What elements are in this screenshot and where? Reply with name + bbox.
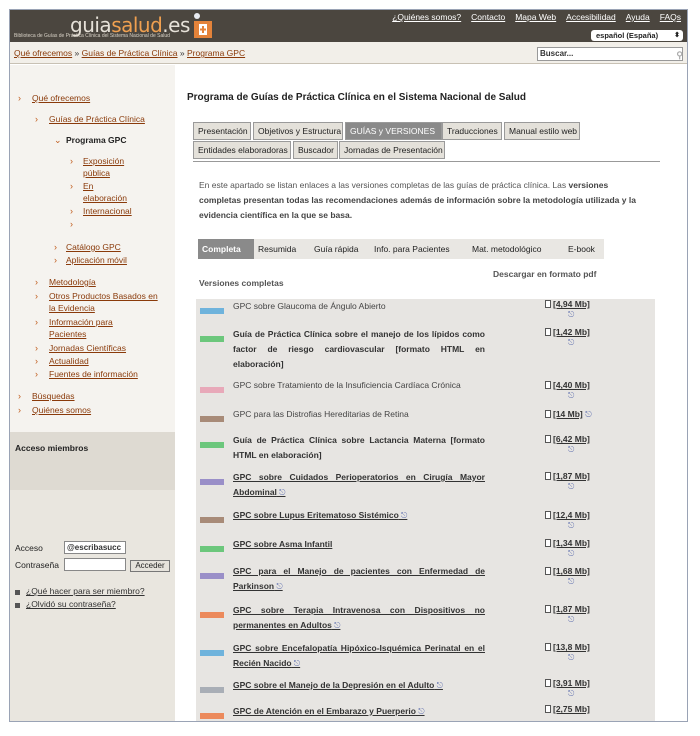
external-link-icon[interactable]: ⎋ bbox=[568, 521, 575, 530]
sidebar-item-busquedas[interactable]: Búsquedas bbox=[32, 391, 75, 401]
subtab-guia-rapida[interactable]: Guía rápida bbox=[310, 239, 370, 259]
nav-quienes-somos[interactable]: ¿Quiénes somos? bbox=[392, 12, 462, 22]
intro-text: En este apartado se listan enlaces a las versiones completas de las guías de práctica clínica. Las versiones completas presentan todas las recomendaciones además de información sobre la metodología utilizada y la evidencia científica en la que se basa. bbox=[199, 180, 636, 220]
bullet-icon bbox=[15, 590, 20, 595]
sidebar-item-jornadas[interactable]: Jornadas Científicas bbox=[49, 343, 127, 353]
chevron-right-icon: › bbox=[54, 255, 57, 265]
sidebar-item-guias[interactable]: Guías de Práctica Clínica bbox=[49, 114, 145, 124]
subtab-resumida[interactable]: Resumida bbox=[254, 239, 310, 259]
sidebar-item-metodologia[interactable]: Metodología bbox=[49, 277, 96, 287]
external-link-icon[interactable]: ⎋ bbox=[568, 445, 575, 454]
subtab-mat-metodologico[interactable]: Mat. metodológico bbox=[468, 239, 564, 259]
guide-title[interactable]: GPC para el Manejo de pacientes con Enfermedad de Parkinson ⎋ bbox=[233, 566, 485, 591]
chevron-right-icon: › bbox=[70, 219, 73, 229]
site-logo[interactable]: guiasalud.es bbox=[70, 13, 190, 37]
pdf-link[interactable]: [1,34 Mb] bbox=[545, 538, 590, 548]
external-link-icon[interactable]: ⎋ bbox=[398, 511, 408, 520]
pdf-link[interactable]: [3,91 Mb] bbox=[545, 678, 590, 688]
guide-title[interactable]: Guía de Práctica Clínica sobre Lactancia Materna [formato HTML en elaboración] bbox=[233, 435, 485, 460]
password-input[interactable] bbox=[64, 558, 126, 571]
color-bar bbox=[200, 442, 224, 448]
tab-entidades[interactable]: Entidades elaboradoras bbox=[193, 141, 291, 159]
pdf-icon bbox=[545, 567, 551, 575]
site-tagline: Biblioteca de Guías de Práctica Clínica del Sistema Nacional de Salud bbox=[14, 33, 170, 39]
sidebar-item-exposicion[interactable]: Exposición pública bbox=[83, 156, 125, 178]
guide-title[interactable]: GPC sobre Encefalopatía Hipóxico-Isquémica Perinatal en el Recién Nacido ⎋ bbox=[233, 643, 485, 668]
tab-guias-versiones[interactable]: GUÍAS y VERSIONES bbox=[345, 122, 442, 140]
external-link-icon[interactable]: ⎋ bbox=[274, 582, 283, 591]
sidebar-item-programa-gpc[interactable]: Programa GPC bbox=[66, 135, 127, 145]
pdf-icon bbox=[545, 539, 551, 547]
external-link-icon[interactable]: ⎋ bbox=[568, 689, 575, 698]
sidebar-item-catalogo[interactable]: Catálogo GPC bbox=[66, 242, 121, 252]
external-link-icon[interactable]: ⎋ bbox=[568, 482, 575, 491]
tabs-divider bbox=[193, 161, 660, 162]
breadcrumb-bar bbox=[10, 42, 687, 64]
pdf-icon bbox=[545, 605, 551, 613]
color-bar bbox=[200, 308, 224, 314]
pdf-link[interactable]: [1,42 Mb] bbox=[545, 327, 590, 337]
external-link-icon[interactable]: ⎋ bbox=[434, 681, 443, 690]
guide-title[interactable]: GPC sobre Terapia Intravenosa con Dispositivos no permanentes en Adultos ⎋ bbox=[233, 605, 485, 630]
external-link-icon[interactable]: ⎋ bbox=[568, 338, 575, 347]
external-link-icon[interactable]: ⎋ bbox=[291, 659, 301, 668]
tab-objetivos[interactable]: Objetivos y Estructura bbox=[253, 122, 343, 140]
subtab-completa[interactable]: Completa bbox=[198, 239, 254, 259]
pdf-link[interactable]: [14 Mb] ⎋ bbox=[545, 409, 592, 420]
pdf-link[interactable]: [12,4 Mb] bbox=[545, 510, 590, 520]
chevron-right-icon: › bbox=[35, 343, 38, 353]
nav-faqs[interactable]: FAQs bbox=[659, 12, 681, 22]
color-bar bbox=[200, 336, 224, 342]
pdf-link[interactable]: [1,87 Mb] bbox=[545, 471, 590, 481]
nav-accesibilidad[interactable]: Accesibilidad bbox=[566, 12, 616, 22]
language-value: español (España) bbox=[596, 31, 659, 40]
guide-title[interactable]: GPC sobre el Manejo de la Depresión en el Adulto ⎋ bbox=[233, 680, 443, 690]
breadcrumb-que-ofrecemos[interactable]: Qué ofrecemos bbox=[14, 48, 73, 58]
guide-title[interactable]: GPC sobre Glaucoma de Ángulo Abierto bbox=[233, 301, 386, 311]
chevron-down-icon: ⌄ bbox=[54, 135, 62, 145]
login-button[interactable]: Acceder bbox=[130, 560, 170, 572]
sidebar-item-en-elaboracion[interactable]: En elaboración bbox=[83, 181, 127, 203]
members-header bbox=[10, 432, 175, 490]
chevron-right-icon: › bbox=[35, 369, 38, 379]
pdf-link[interactable]: [4,94 Mb] bbox=[545, 299, 590, 309]
access-input[interactable]: @escribasucc bbox=[64, 541, 126, 554]
guide-title[interactable]: GPC de Atención en el Embarazo y Puerperio ⎋ bbox=[233, 706, 425, 716]
guide-title[interactable]: GPC sobre Tratamiento de la Insuficiencia Cardíaca Crónica bbox=[233, 380, 461, 390]
color-bar bbox=[200, 713, 224, 719]
nav-contacto[interactable]: Contacto bbox=[471, 12, 506, 22]
color-bar bbox=[200, 687, 224, 693]
pdf-icon bbox=[545, 381, 551, 389]
pdf-icon bbox=[545, 705, 551, 713]
chevron-right-icon: › bbox=[35, 356, 38, 366]
sidebar-item-internacional[interactable]: Internacional bbox=[83, 206, 132, 216]
pdf-icon bbox=[545, 679, 551, 687]
chevron-right-icon: › bbox=[18, 405, 21, 415]
color-bar bbox=[200, 546, 224, 552]
pdf-icon bbox=[545, 435, 551, 443]
pdf-link[interactable]: [2,75 Mb] bbox=[545, 704, 590, 714]
members-title: Acceso miembros bbox=[15, 443, 89, 453]
breadcrumb-separator: » bbox=[74, 48, 80, 58]
search-input[interactable] bbox=[537, 47, 683, 61]
pdf-icon bbox=[545, 472, 551, 480]
versions-label: Versiones completas bbox=[199, 278, 284, 288]
select-arrows-icon: ⬍ bbox=[674, 32, 680, 39]
pdf-icon bbox=[545, 643, 551, 651]
chevron-right-icon: › bbox=[35, 114, 38, 124]
password-label: Contraseña bbox=[15, 560, 59, 570]
external-link-icon[interactable]: ⎋ bbox=[568, 310, 575, 319]
pdf-icon bbox=[545, 511, 551, 519]
search-placeholder: Buscar... bbox=[540, 49, 574, 58]
breadcrumb-separator: » bbox=[179, 48, 185, 58]
chevron-right-icon: › bbox=[35, 291, 38, 301]
pdf-link[interactable]: [1,87 Mb] bbox=[545, 604, 590, 614]
guide-title[interactable]: GPC sobre Lupus Eritematoso Sistémico ⎋ bbox=[233, 510, 408, 520]
external-link-icon[interactable]: ⎋ bbox=[568, 653, 575, 662]
chevron-right-icon: › bbox=[70, 181, 73, 191]
sidebar-item-actualidad[interactable]: Actualidad bbox=[49, 356, 89, 366]
forgot-password-link[interactable]: ¿Olvidó su contraseña? bbox=[26, 599, 116, 609]
subtab-ebook[interactable]: E-book bbox=[564, 239, 604, 259]
pdf-link[interactable]: [6,42 Mb] bbox=[545, 434, 590, 444]
breadcrumb-guias[interactable]: Guías de Práctica Clínica bbox=[81, 48, 178, 58]
tab-presentacion[interactable]: Presentación bbox=[193, 122, 251, 140]
pdf-icon bbox=[545, 300, 551, 308]
sidebar-item-info-pacientes[interactable]: Información para Pacientes bbox=[49, 317, 113, 339]
members-panel bbox=[10, 432, 175, 722]
nav-ayuda[interactable]: Ayuda bbox=[625, 12, 650, 22]
color-bar bbox=[200, 416, 224, 422]
become-member-link[interactable]: ¿Qué hacer para ser miembro? bbox=[26, 586, 145, 596]
external-link-icon[interactable]: ⎋ bbox=[568, 549, 575, 558]
chevron-right-icon: › bbox=[35, 277, 38, 287]
sidebar-item-quienes[interactable]: Quiénes somos bbox=[32, 405, 92, 415]
pdf-link[interactable]: [4,40 Mb] bbox=[545, 380, 590, 390]
page-title: Programa de Guías de Práctica Clínica en el Sistema Nacional de Salud bbox=[187, 92, 527, 103]
guide-title[interactable]: GPC para las Distrofias Hereditarias de Retina bbox=[233, 409, 409, 419]
download-label: Descargar en formato pdf bbox=[493, 269, 597, 279]
tab-manual-estilo[interactable]: Manual estilo web bbox=[504, 122, 580, 140]
pdf-link[interactable]: [13,8 Mb] bbox=[545, 642, 590, 652]
tab-traducciones[interactable]: Traducciones bbox=[442, 122, 502, 140]
sidebar bbox=[10, 65, 175, 722]
subtab-info-pacientes[interactable]: Info. para Pacientes bbox=[370, 239, 468, 259]
color-bar bbox=[200, 479, 224, 485]
sidebar-item-que-ofrecemos[interactable]: Qué ofrecemos bbox=[32, 93, 91, 103]
sidebar-item-fuentes[interactable]: Fuentes de información bbox=[49, 369, 138, 379]
chevron-right-icon: › bbox=[18, 93, 21, 103]
sidebar-item-otros[interactable]: Otros Productos Basados en la Evidencia bbox=[49, 291, 158, 313]
tab-buscador[interactable]: Buscador bbox=[293, 141, 338, 159]
guide-title[interactable]: GPC sobre Asma Infantil bbox=[233, 539, 333, 549]
color-bar bbox=[200, 517, 224, 523]
guide-title[interactable]: Guía de Práctica Clínica sobre el manejo de los lípidos como factor de riesgo cardiovascular [formato HTML en elaboración] bbox=[233, 329, 485, 369]
chevron-right-icon: › bbox=[18, 391, 21, 401]
sidebar-item-app[interactable]: Aplicación móvil bbox=[66, 255, 127, 265]
browser-page bbox=[9, 9, 688, 722]
pdf-icon bbox=[545, 410, 551, 418]
search-icon[interactable]: ⚲ bbox=[676, 50, 683, 60]
color-bar bbox=[200, 573, 224, 579]
external-link-icon[interactable]: ⎋ bbox=[568, 391, 575, 400]
external-link-icon[interactable]: ⎋ bbox=[568, 615, 575, 624]
nav-mapa-web[interactable]: Mapa Web bbox=[515, 12, 557, 22]
color-bar bbox=[200, 612, 224, 618]
language-select[interactable] bbox=[591, 30, 683, 41]
chevron-right-icon: › bbox=[54, 242, 57, 252]
color-bar bbox=[200, 387, 224, 393]
breadcrumb-programa-gpc[interactable]: Programa GPC bbox=[187, 48, 246, 58]
color-bar bbox=[200, 650, 224, 656]
external-link-icon[interactable]: ⎋ bbox=[415, 707, 425, 716]
external-link-icon[interactable]: ⎋ bbox=[331, 621, 341, 630]
pdf-icon bbox=[545, 328, 551, 336]
bullet-icon bbox=[15, 603, 20, 608]
external-link-icon[interactable]: ⎋ bbox=[568, 577, 575, 586]
logo-mark-icon bbox=[190, 12, 216, 40]
chevron-right-icon: › bbox=[70, 156, 73, 166]
external-link-icon[interactable]: ⎋ bbox=[276, 488, 286, 497]
site-header bbox=[10, 10, 687, 42]
access-label: Acceso bbox=[15, 543, 43, 553]
chevron-right-icon: › bbox=[35, 317, 38, 327]
pdf-link[interactable]: [1,68 Mb] bbox=[545, 566, 590, 576]
guide-title[interactable]: GPC sobre Cuidados Perioperatorios en Cirugía Mayor Abdominal ⎋ bbox=[233, 472, 485, 497]
tab-jornadas-presentacion[interactable]: Jornadas de Presentación bbox=[339, 141, 445, 159]
breadcrumb bbox=[14, 48, 245, 58]
chevron-right-icon: › bbox=[70, 206, 73, 216]
top-nav bbox=[392, 12, 681, 22]
